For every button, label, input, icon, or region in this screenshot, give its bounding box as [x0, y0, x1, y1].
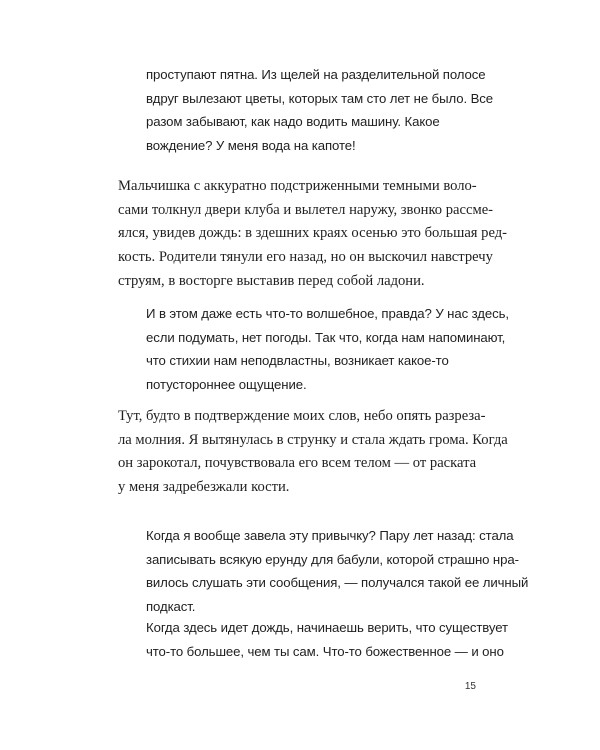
text-line: у меня задребезжали кости. [118, 479, 290, 496]
podcast-passage [146, 302, 509, 396]
text-line: вождение? У меня вода на капоте! [146, 137, 356, 153]
text-line: Когда здесь идет дождь, начинаешь верить, что существует [146, 620, 508, 635]
text-line: И в этом даже есть что-то волшебное, правда? У нас здесь, [146, 306, 509, 321]
text-line: Тут, будто в подтверждение моих слов, небо опять разреза- [118, 408, 486, 424]
text-line: потустороннее ощущение. [146, 376, 307, 392]
text-line: он зарокотал, почувствовала его всем телом — от раската [118, 455, 477, 472]
text-line: струям, в восторге выставив перед собой ладони. [118, 272, 425, 289]
text-line: Когда я вообще завела эту привычку? Пару лет назад: стала [146, 528, 514, 543]
text-line: что-то большее, чем ты сам. Что-то божественное — и оно [146, 643, 504, 659]
podcast-passage [146, 63, 494, 157]
text-line: разом забывают, как надо водить машину. Какое [146, 114, 440, 129]
text-line: кость. Родители тянули его назад, но он выскочил навстречу [118, 249, 493, 266]
text-line: вдруг вылезают цветы, которых там сто лет не было. Все [146, 90, 494, 106]
text-line: если подумать, нет погоды. Так что, когда нам напоминают, [146, 329, 506, 345]
page-number: 15 [464, 681, 476, 692]
text-line: подкаст. [146, 598, 196, 614]
narrative-paragraph [118, 405, 508, 500]
text-line: ялся, увидев дождь: в здешних краях осенью это большая ред- [118, 225, 508, 242]
text-line: проступают пятна. Из щелей на разделительной полосе [146, 67, 486, 82]
text-line: ла молния. Я вытянулась в струнку и стала ждать грома. Когда [118, 431, 508, 448]
text-line: вилось слушать эти сообщения, — получался такой ее личный [146, 575, 529, 590]
podcast-passage [146, 616, 508, 663]
narrative-paragraph [118, 175, 508, 294]
text-line: сами толкнул двери клуба и вылетел наружу, звонко рассме- [118, 201, 494, 218]
text-line: что стихии нам неподвластны, возникает какое-то [146, 353, 449, 368]
text-line: Мальчишка с аккуратно подстриженными темными воло- [118, 178, 477, 194]
podcast-passage [146, 524, 529, 618]
text-line: записывать всякую ерунду для бабули, которой страшно нра- [146, 551, 519, 567]
